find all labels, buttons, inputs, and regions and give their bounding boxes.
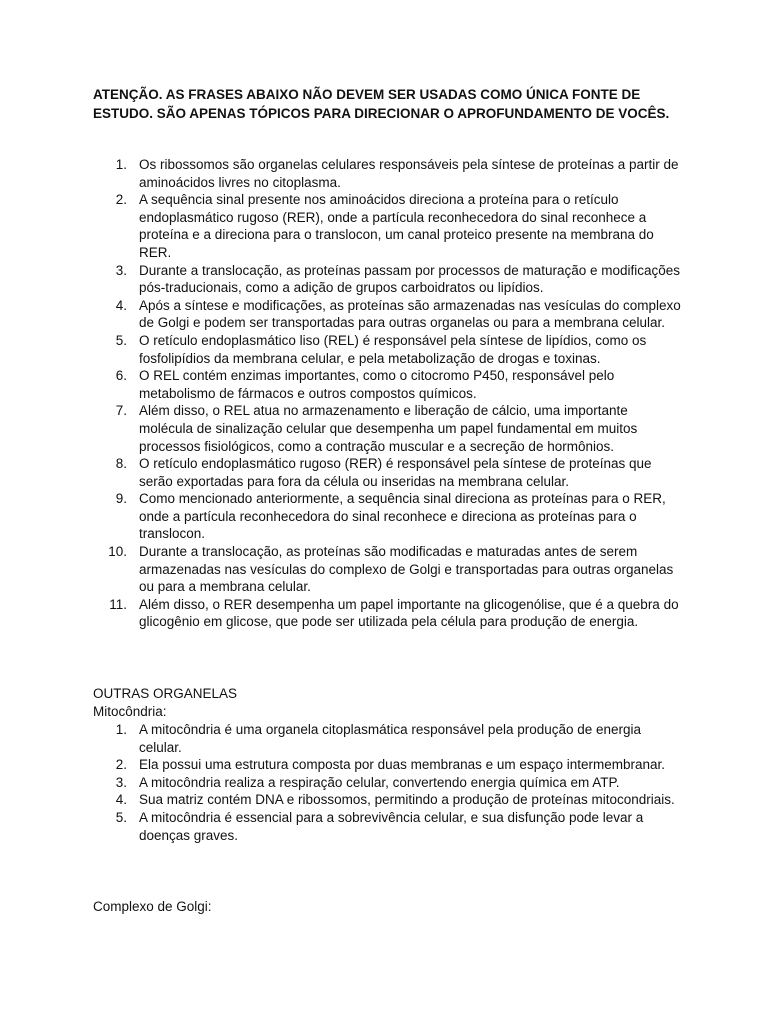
list-item-text: A sequência sinal presente nos aminoácidos direciona a proteína para o retículo endoplasmático rugoso (RER), onde a partícula reconhecedora do sinal reconhece a proteína e a direciona para o translocon, um canal proteico presente na membrana do RER. xyxy=(139,192,654,260)
list-item-number: 3. xyxy=(115,262,127,278)
golgi-complex-heading: Complexo de Golgi: xyxy=(93,899,212,914)
list-item xyxy=(93,721,683,756)
list-item-number: 1. xyxy=(115,722,127,737)
list-item-text: Além disso, o REL atua no armazenamento e liberação de cálcio, uma importante molécula de sinalização celular que desempenha um papel fundamental em muitos processos fisiológicos, como a contração muscular e a secreção de hormônios. xyxy=(139,403,638,454)
list-item-number: 9. xyxy=(115,491,127,507)
list-item-number: 1. xyxy=(115,157,127,172)
list-item-text: Após a síntese e modificações, as proteínas são armazenadas nas vesículas do complexo de Golgi e podem ser transportadas para outras organelas ou para a membrana celular. xyxy=(139,297,681,331)
list-item-text: A mitocôndria realiza a respiração celular, convertendo energia química em ATP. xyxy=(139,774,620,790)
warning-notice: ATENÇÃO. AS FRASES ABAIXO NÃO DEVEM SER USADAS COMO ÚNICA FONTE DE ESTUDO. SÃO APENAS TÓPICOS PARA DIRECIONAR O APROFUNDAMENTO DE VOCÊS. xyxy=(93,87,670,121)
list-item-number: 6. xyxy=(115,368,127,384)
list-item-text: Os ribossomos são organelas celulares responsáveis pela síntese de proteínas a partir de aminoácidos livres no citoplasma. xyxy=(139,157,679,190)
other-organelles-heading: OUTRAS ORGANELAS xyxy=(93,686,238,701)
list-item xyxy=(93,774,683,792)
list-item-text: Como mencionado anteriormente, a sequência sinal direciona as proteínas para o RER, onde a partícula reconhecedora do sinal reconhece e direciona as proteínas para o translocon. xyxy=(139,491,666,542)
list-item-number: 10. xyxy=(108,544,127,560)
list-item xyxy=(93,543,683,596)
list-item-number: 2. xyxy=(115,192,127,208)
mitochondria-topic-list xyxy=(93,721,683,844)
list-item xyxy=(93,262,683,297)
list-item xyxy=(93,791,683,809)
list-item-text: Sua matriz contém DNA e ribossomos, permitindo a produção de proteínas mitocondriais. xyxy=(139,792,675,808)
list-item xyxy=(93,809,683,844)
list-item-text: O REL contém enzimas importantes, como o citocromo P450, responsável pelo metabolismo de fármacos e outros compostos químicos. xyxy=(139,368,615,401)
list-item-number: 2. xyxy=(115,757,127,773)
list-item-text: Além disso, o RER desempenha um papel importante na glicogenólise, que é a quebra do glicogênio em glicose, que pode ser utilizada pela célula para produção de energia. xyxy=(139,596,679,630)
list-item xyxy=(93,756,683,774)
list-item-text: Durante a translocação, as proteínas passam por processos de maturação e modificações pós-traducionais, como a adição de grupos carboidratos ou lipídios. xyxy=(139,262,681,296)
list-item xyxy=(93,402,683,455)
list-item-text: Ela possui uma estrutura composta por duas membranas e um espaço intermembranar. xyxy=(139,757,666,773)
list-item xyxy=(93,332,683,367)
list-item-number: 5. xyxy=(115,809,127,825)
list-item xyxy=(93,367,683,402)
list-item xyxy=(93,191,683,261)
list-item-number: 8. xyxy=(115,456,127,472)
list-item-text: A mitocôndria é essencial para a sobrevivência celular, e sua disfunção pode levar a doenças graves. xyxy=(139,809,644,843)
list-item xyxy=(93,156,683,191)
list-item-text: A mitocôndria é uma organela citoplasmática responsável pela produção de energia celular. xyxy=(139,722,642,755)
ribosome-er-topic-list xyxy=(93,156,683,631)
list-item xyxy=(93,596,683,631)
list-item-number: 7. xyxy=(115,403,127,419)
list-item-number: 11. xyxy=(109,596,127,612)
list-item-number: 4. xyxy=(115,297,127,313)
list-item-text: O retículo endoplasmático rugoso (RER) é responsável pela síntese de proteínas que serão exportadas para fora da célula ou inseridas na membrana celular. xyxy=(139,456,652,489)
mitochondria-heading: Mitocôndria: xyxy=(93,704,167,719)
list-item-number: 4. xyxy=(115,792,127,808)
list-item-number: 3. xyxy=(115,774,127,790)
list-item-text: Durante a translocação, as proteínas são modificadas e maturadas antes de serem armazenadas nas vesículas do complexo de Golgi e transportadas para outras organelas ou para a membrana celular. xyxy=(139,544,674,595)
list-item-text: O retículo endoplasmático liso (REL) é responsável pela síntese de lipídios, como os fosfolipídios da membrana celular, e pela metabolização de drogas e toxinas. xyxy=(139,332,647,366)
list-item xyxy=(93,297,683,332)
list-item xyxy=(93,455,683,490)
list-item xyxy=(93,490,683,543)
list-item-number: 5. xyxy=(115,332,127,348)
